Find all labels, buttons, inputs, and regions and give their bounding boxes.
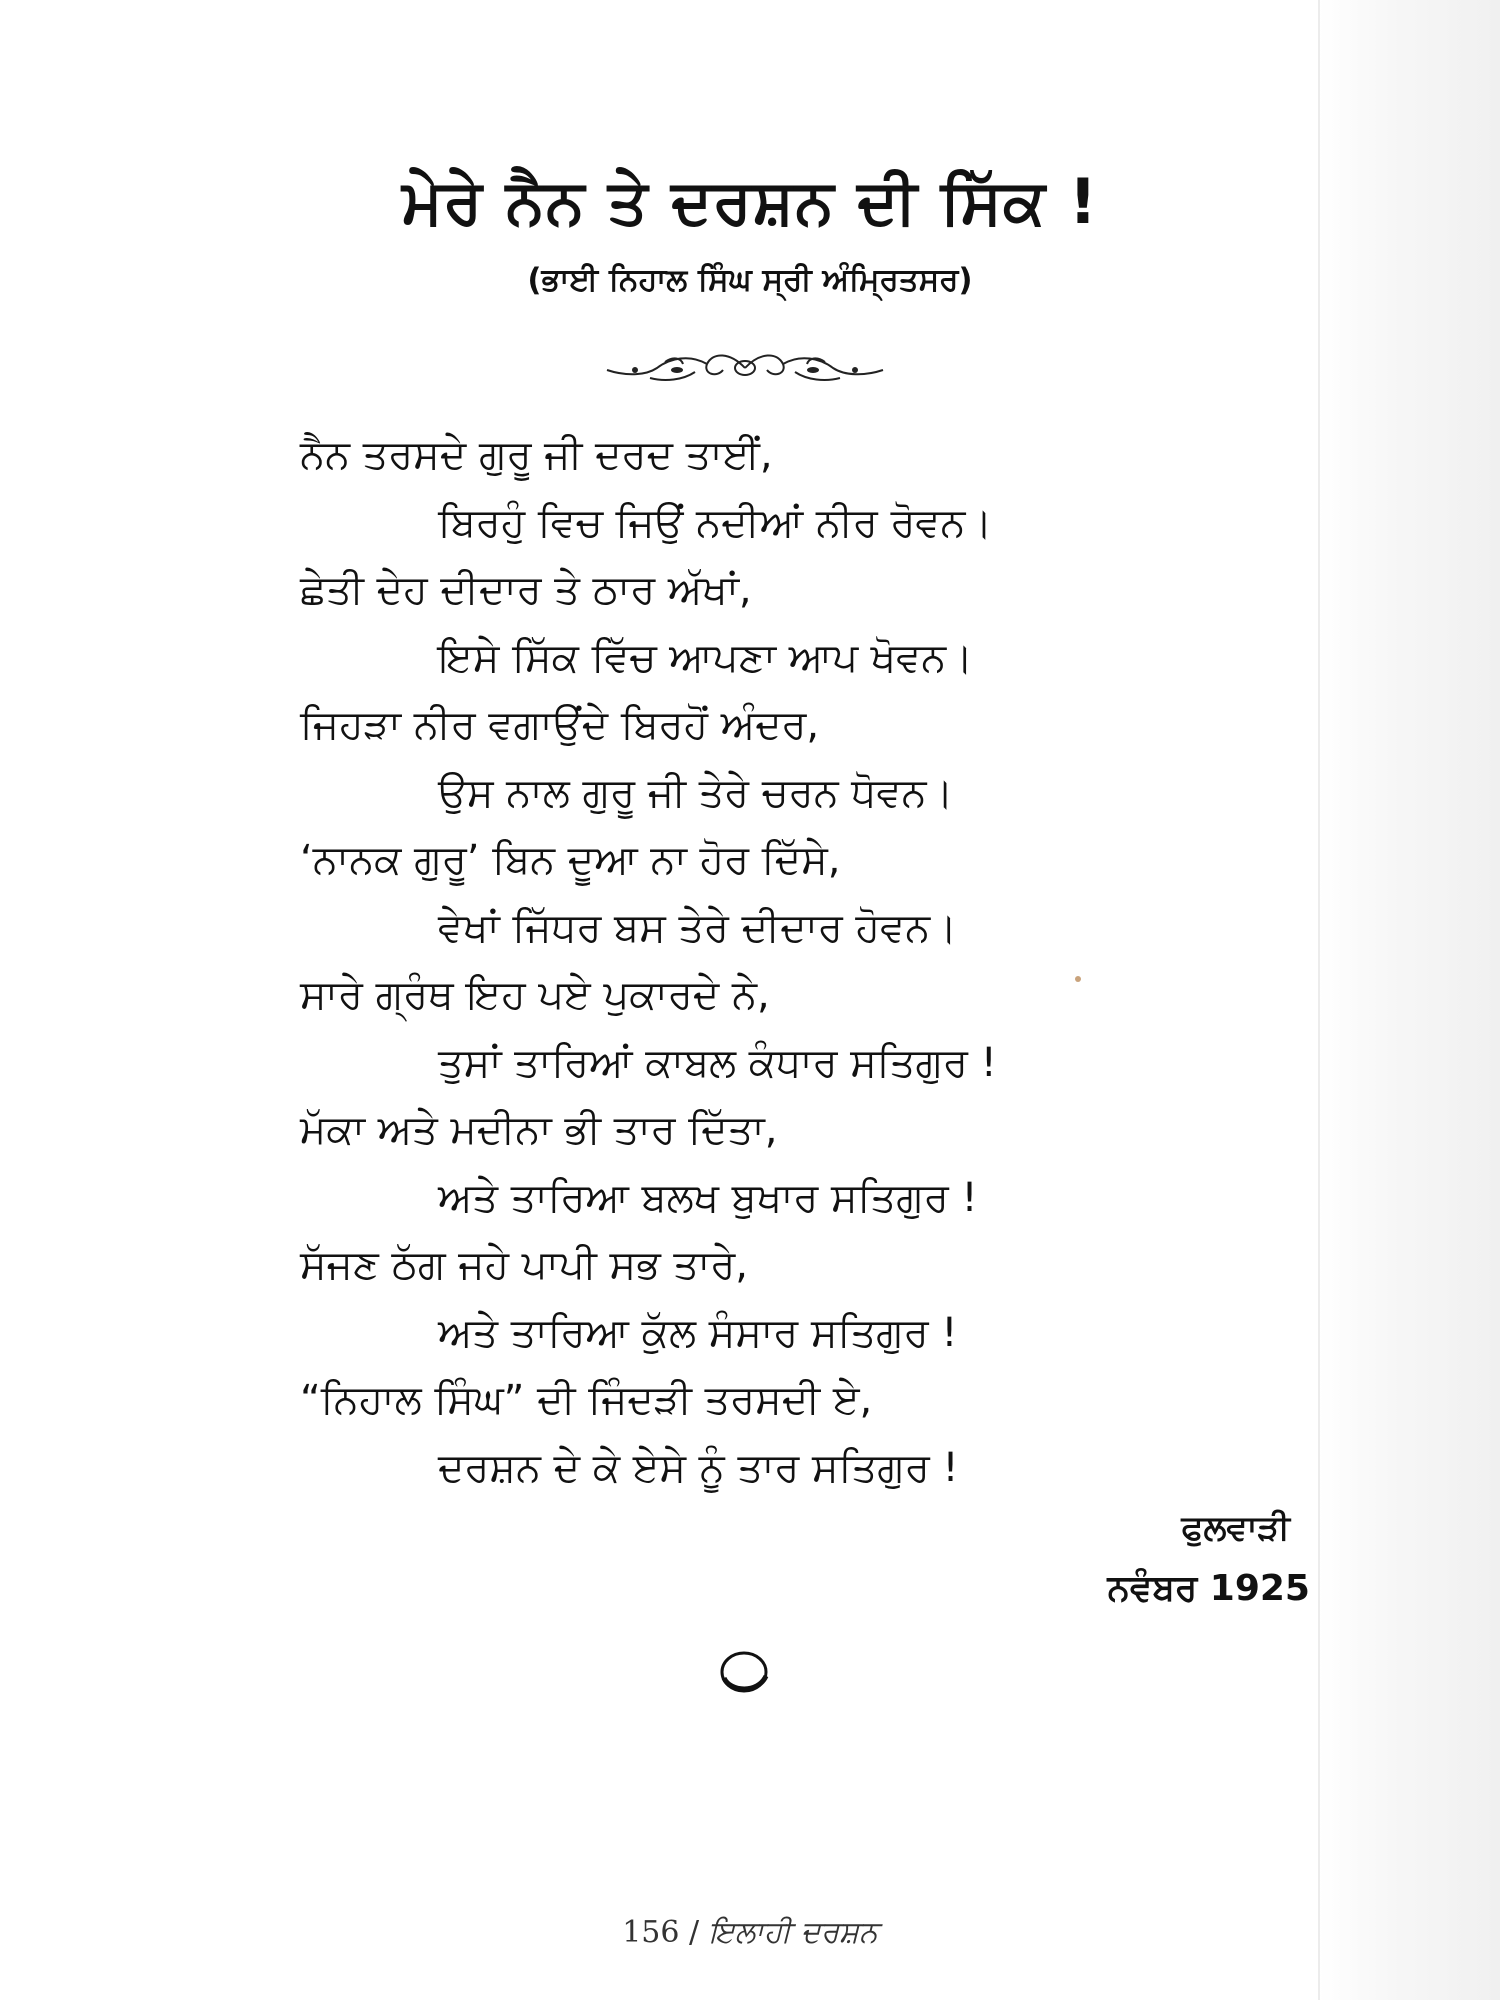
poem-line: “ਨਿਹਾਲ ਸਿੰਘ” ਦੀ ਜਿੰਦੜੀ ਤਰਸਦੀ ਏ, (300, 1377, 873, 1423)
poem-body (300, 422, 1200, 1502)
poem-title: ਮੇਰੇ ਨੈਨ ਤੇ ਦਰਸ਼ਨ ਦੀ ਸਿੱਕ ! (402, 165, 1098, 238)
poem-line: ਉਸ ਨਾਲ ਗੁਰੂ ਜੀ ਤੇਰੇ ਚਰਨ ਧੋਵਨ। (438, 769, 954, 816)
poem-line: ਅਤੇ ਤਾਰਿਆ ਕੁੱਲ ਸੰਸਾਰ ਸਤਿਗੁਰ ! (438, 1309, 958, 1356)
publication-date: ਨਵੰਬਰ 1925 (1107, 1568, 1310, 1609)
poem-line: ਸਾਰੇ ਗ੍ਰੰਥ ਇਹ ਪਏ ਪੁਕਾਰਦੇ ਨੇ, (300, 972, 770, 1018)
poem-line: ‘ਨਾਨਕ ਗੁਰੂ’ ਬਿਨ ਦੂਆ ਨਾ ਹੋਰ ਦਿੱਸੇ, (300, 837, 841, 883)
page-footer (300, 1915, 1200, 1950)
poem-author: (ਭਾਈ ਨਿਹਾਲ ਸਿੰਘ ਸ੍ਰੀ ਅੰਮ੍ਰਿਤਸਰ) (527, 262, 973, 298)
poem-line: ਦਰਸ਼ਨ ਦੇ ਕੇ ਏਸੇ ਨੂੰ ਤਾਰ ਸਤਿਗੁਰ ! (438, 1444, 959, 1491)
poem-line: ਛੇਤੀ ਦੇਹ ਦੀਦਾਰ ਤੇ ਠਾਰ ਅੱਖਾਂ, (300, 567, 752, 613)
book-title: ਇਲਾਹੀ ਦਰਸ਼ਨ (708, 1915, 878, 1950)
paper-speck (1075, 976, 1081, 982)
circle-end-mark-icon (718, 1648, 770, 1696)
poem-line: ਸੱਜਣ ਠੱਗ ਜਹੇ ਪਾਪੀ ਸਭ ਤਾਰੇ, (300, 1242, 748, 1288)
poem-line: ਜਿਹੜਾ ਨੀਰ ਵਗਾਉਂਦੇ ਬਿਰਹੋਂ ਅੰਦਰ, (300, 702, 820, 748)
poem-line: ਤੁਸਾਂ ਤਾਰਿਆਂ ਕਾਬਲ ਕੰਧਾਰ ਸਤਿਗੁਰ ! (438, 1039, 997, 1086)
source-publication: ਫੁਲਵਾੜੀ (1181, 1508, 1290, 1548)
poem-line: ਵੇਖਾਂ ਜਿੱਧਰ ਬਸ ਤੇਰੇ ਦੀਦਾਰ ਹੋਵਨ। (438, 904, 958, 951)
poem-line: ਮੱਕਾ ਅਤੇ ਮਦੀਨਾ ਭੀ ਤਾਰ ਦਿੱਤਾ, (300, 1107, 778, 1153)
poem-line: ਇਸੇ ਸਿੱਕ ਵਿੱਚ ਆਪਣਾ ਆਪ ਖੋਵਨ। (438, 634, 974, 681)
footer-separator: / (679, 1915, 709, 1950)
poem-line: ਬਿਰਹੁੰ ਵਿਚ ਜਿਉਂ ਨਦੀਆਂ ਨੀਰ ਰੋਵਨ। (438, 499, 993, 546)
poem-line: ਅਤੇ ਤਾਰਿਆ ਬਲਖ ਬੁਖਾਰ ਸਤਿਗੁਰ ! (438, 1174, 978, 1221)
floral-divider-icon (595, 348, 895, 388)
page-number: 156 (622, 1915, 680, 1950)
page-edge-shadow (1318, 0, 1500, 2000)
poem-line: ਨੈਨ ਤਰਸਦੇ ਗੁਰੂ ਜੀ ਦਰਦ ਤਾਈਂ, (300, 432, 773, 478)
